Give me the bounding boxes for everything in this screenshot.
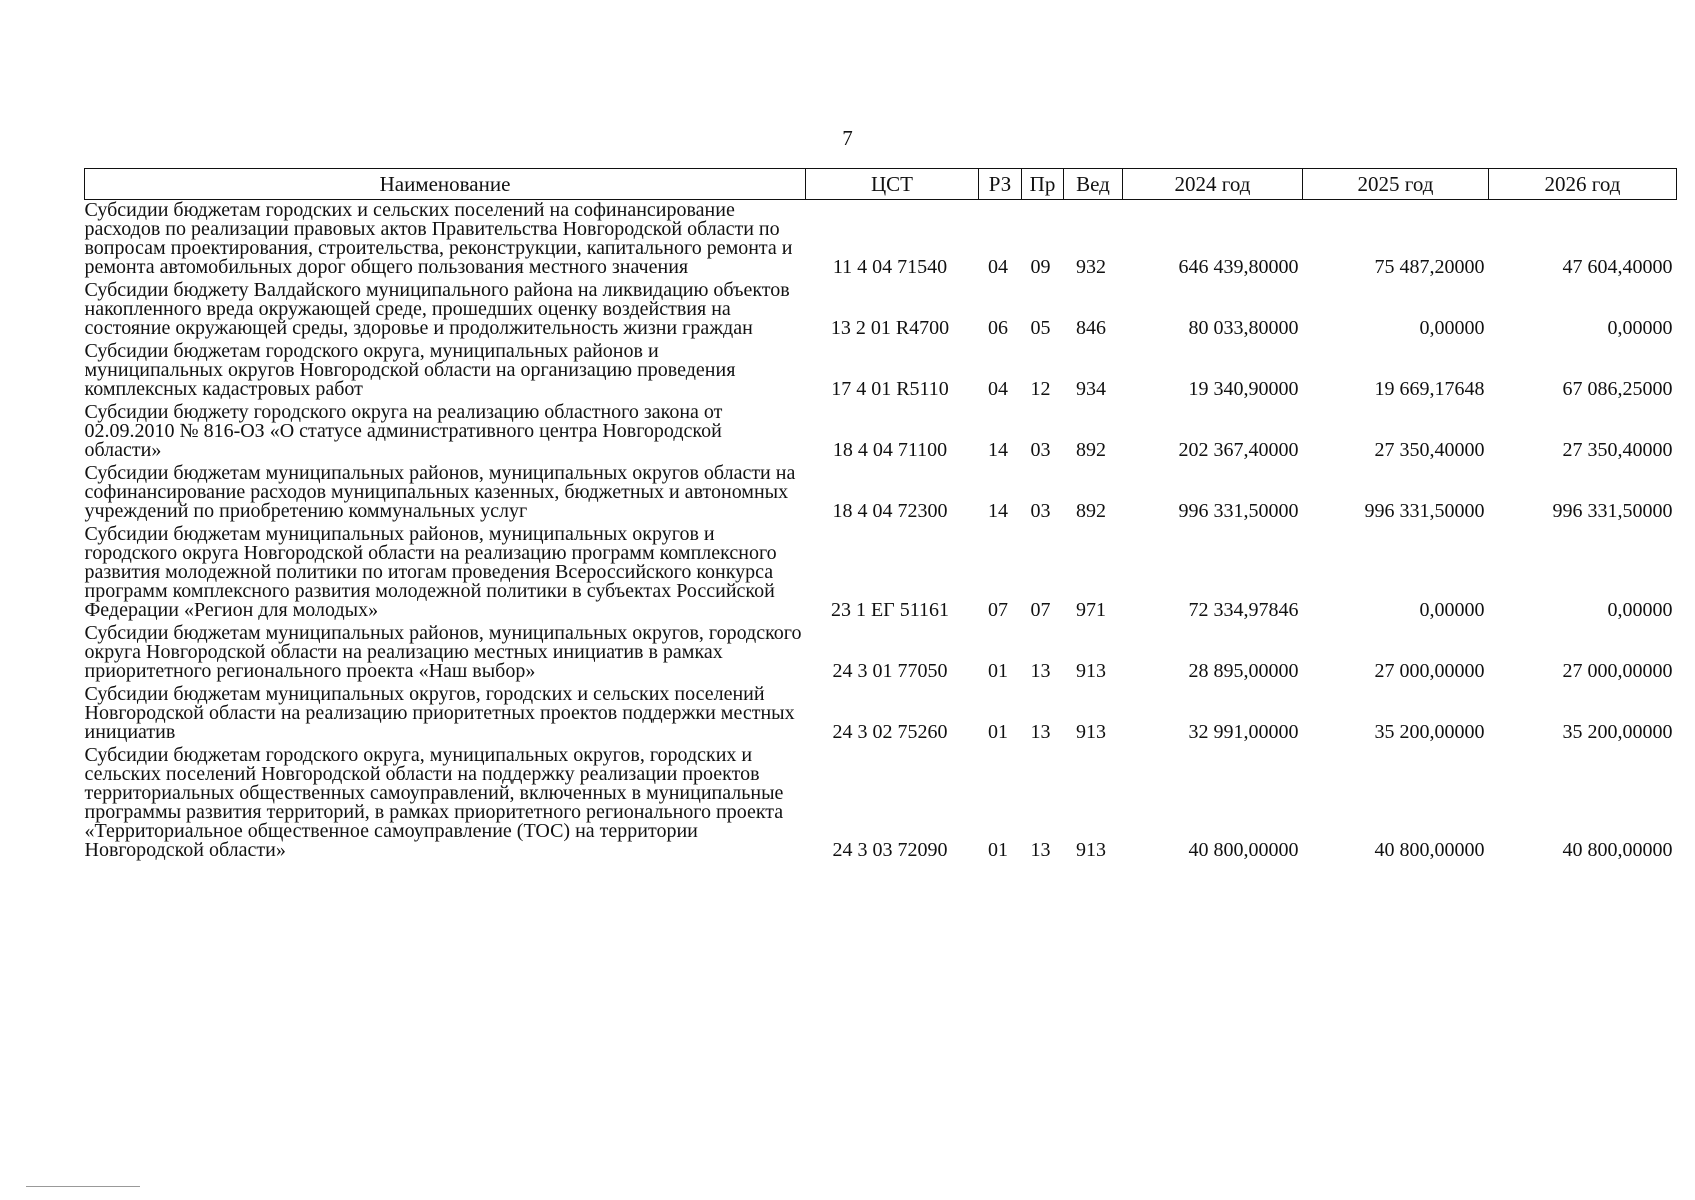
row-name: Субсидии бюджетам городских и сельских поселений на софинансирование расходов по реализации правовых актов Правительства Новгородской области по вопросам проектирования, строительства, реконструкции, капитального ремонта и ремонта автомобильных дорог общего пользования местного значения: [84, 199, 793, 278]
row-name: Субсидии бюджетам муниципальных районов, муниципальных округов области на софинансирование расходов муниципальных казенных, бюджетных и автономных учреждений по приобретению коммунальных услуг: [84, 462, 796, 522]
row-2024: 32 991,00000: [1188, 721, 1299, 743]
row-2026: 0,00000: [1607, 317, 1673, 339]
row-2024: 40 800,00000: [1188, 839, 1299, 861]
row-ved: 971: [1076, 599, 1106, 621]
row-cst: 17 4 01 R5110: [831, 378, 949, 400]
row-cst: 18 4 04 72300: [832, 500, 948, 522]
row-name: Субсидии бюджетам муниципальных округов, городских и сельских поселений Новгородской области на реализацию приоритетных проектов поддержки местных инициатив: [84, 683, 795, 743]
row-cst: 24 3 03 72090: [832, 839, 948, 861]
table-row: [85, 623, 1677, 684]
row-name: Субсидии бюджетам муниципальных районов, муниципальных округов и городского округа Новгородской области на реализацию программ комплексного развития молодежной политики по итогам проведения Всероссийского конкурса программ комплексного развития молодежной политики в субъектах Российской Федерации «Регион для молодых»: [84, 523, 777, 621]
row-2026: 40 800,00000: [1562, 839, 1673, 861]
row-2026: 0,00000: [1607, 599, 1673, 621]
row-ved: 932: [1076, 256, 1106, 278]
row-2025: 40 800,00000: [1374, 839, 1485, 861]
row-ved: 892: [1076, 439, 1106, 461]
row-ved: 846: [1076, 317, 1106, 339]
header-name: Наименование: [85, 169, 806, 200]
row-2024: 996 331,50000: [1178, 500, 1299, 522]
row-pr: 13: [1030, 839, 1051, 861]
row-rz: 14: [988, 439, 1008, 461]
row-ved: 913: [1076, 839, 1106, 861]
row-2025: 27 350,40000: [1374, 439, 1485, 461]
row-2025: 19 669,17648: [1374, 378, 1485, 400]
page-number: 7: [842, 126, 853, 150]
row-2024: 80 033,80000: [1188, 317, 1299, 339]
row-cst: 13 2 01 R4700: [830, 317, 950, 339]
row-name: Субсидии бюджету городского округа на реализацию областного закона от 02.09.2010 № 816-ОЗ «О статусе административного центра Новгородской области»: [84, 401, 723, 461]
row-2026: 27 350,40000: [1562, 439, 1673, 461]
row-cst: 24 3 02 75260: [832, 721, 948, 743]
row-pr: 03: [1030, 439, 1051, 461]
table-body: [85, 200, 1677, 864]
row-rz: 14: [988, 500, 1008, 522]
row-2025: 35 200,00000: [1374, 721, 1485, 743]
row-cst: 24 3 01 77050: [832, 660, 948, 682]
row-2025: 0,00000: [1419, 599, 1485, 621]
table-row: [85, 463, 1677, 524]
table-row: [85, 745, 1677, 863]
row-pr: 03: [1030, 500, 1051, 522]
row-2024: 28 895,00000: [1188, 660, 1299, 682]
table-row: [85, 524, 1677, 623]
row-rz: 01: [988, 721, 1008, 743]
row-pr: 09: [1030, 256, 1051, 278]
row-ved: 934: [1076, 378, 1106, 400]
row-pr: 05: [1030, 317, 1051, 339]
row-rz: 04: [988, 256, 1008, 278]
row-rz: 01: [988, 839, 1008, 861]
row-rz: 06: [988, 317, 1008, 339]
header-pr: Пр: [1022, 169, 1064, 200]
row-2024: 646 439,80000: [1178, 256, 1299, 278]
row-cst: 18 4 04 71100: [832, 439, 948, 461]
row-2026: 47 604,40000: [1562, 256, 1673, 278]
row-rz: 07: [988, 599, 1008, 621]
row-2026: 996 331,50000: [1552, 500, 1673, 522]
row-2026: 27 000,00000: [1562, 660, 1673, 682]
row-2024: 72 334,97846: [1188, 599, 1299, 621]
header-rz: РЗ: [979, 169, 1022, 200]
row-name: Субсидии бюджетам городского округа, муниципальных районов и муниципальных округов Новгородской области на организацию проведения комплексных кадастровых работ: [84, 340, 736, 400]
footer-rule: [26, 1186, 140, 1187]
table-row: [85, 200, 1677, 281]
row-pr: 07: [1030, 599, 1051, 621]
row-2025: 27 000,00000: [1374, 660, 1485, 682]
header-cst: ЦСТ: [806, 169, 979, 200]
row-2024: 19 340,90000: [1188, 378, 1299, 400]
row-name: Субсидии бюджетам муниципальных районов, муниципальных округов, городского округа Новгородской области на реализацию местных инициатив в рамках приоритетного регионального проекта «Наш выбор»: [84, 622, 802, 682]
header-2024: 2024 год: [1123, 169, 1303, 200]
row-pr: 13: [1030, 721, 1051, 743]
row-2025: 996 331,50000: [1364, 500, 1485, 522]
row-cst: 23 1 ЕГ 51161: [830, 599, 950, 621]
table-header: [85, 169, 1677, 200]
row-name: Субсидии бюджету Валдайского муниципального района на ликвидацию объектов накопленного вреда окружающей среде, прошедших оценку воздействия на состояние окружающей среды, здоровье и продолжительность жизни граждан: [84, 279, 790, 339]
table-row: [85, 684, 1677, 745]
row-2024: 202 367,40000: [1178, 439, 1299, 461]
budget-table: [84, 168, 1677, 863]
row-pr: 13: [1030, 660, 1051, 682]
row-2026: 67 086,25000: [1562, 378, 1673, 400]
row-pr: 12: [1030, 378, 1051, 400]
table-row: [85, 402, 1677, 463]
header-ved: Вед: [1064, 169, 1123, 200]
row-rz: 04: [988, 378, 1008, 400]
row-ved: 892: [1076, 500, 1106, 522]
row-ved: 913: [1076, 660, 1106, 682]
header-2026: 2026 год: [1489, 169, 1677, 200]
table-row: [85, 280, 1677, 341]
header-2025: 2025 год: [1303, 169, 1489, 200]
row-cst: 11 4 04 71540: [832, 256, 948, 278]
row-name: Субсидии бюджетам городского округа, муниципальных округов, городских и сельских поселений Новгородской области на поддержку реализации проектов территориальных общественных самоуправлений, включенных в муниципальные программы развития территорий, в рамках приоритетного регионального проекта «Территориальное общественное самоуправление (ТОС) на территории Новгородской области»: [84, 744, 784, 861]
row-rz: 01: [988, 660, 1008, 682]
row-ved: 913: [1076, 721, 1106, 743]
table-row: [85, 341, 1677, 402]
row-2026: 35 200,00000: [1562, 721, 1673, 743]
row-2025: 0,00000: [1419, 317, 1485, 339]
row-2025: 75 487,20000: [1374, 256, 1485, 278]
